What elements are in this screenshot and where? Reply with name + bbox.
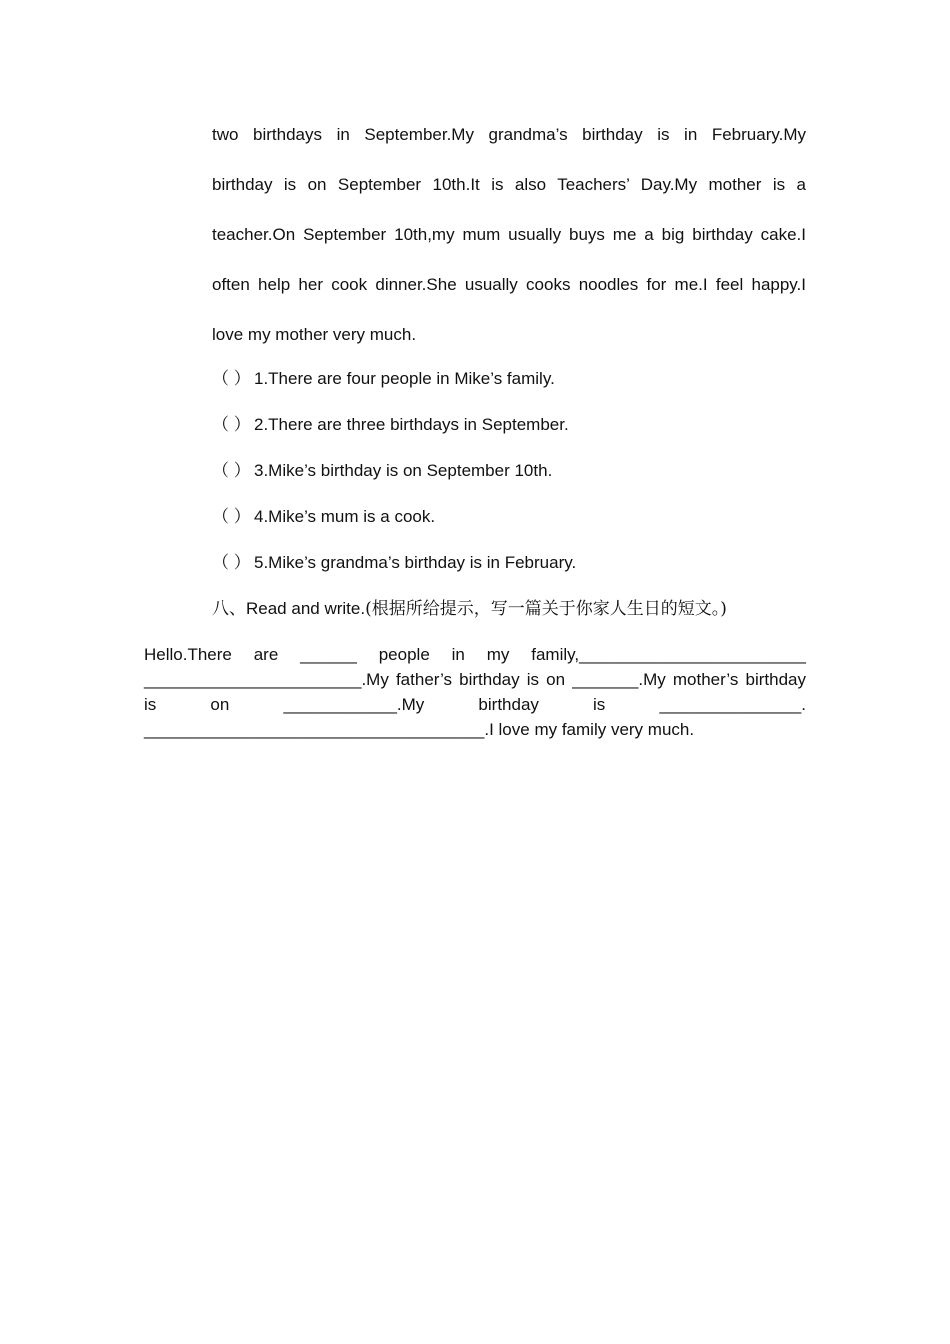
question-item	[212, 402, 806, 448]
true-false-questions	[212, 356, 806, 586]
passage-line: love my mother very much.	[212, 325, 417, 344]
passage-line: often help her cook dinner.She usually cooks noodles for me.I feel happy.I	[212, 275, 806, 294]
passage-line: two birthdays in September.My grandma’s birthday is in February.My	[212, 125, 806, 144]
question-item	[212, 494, 806, 540]
answer-blank[interactable]: （ ）	[212, 507, 251, 526]
section-heading	[212, 586, 727, 632]
question-text: 2.There are three birthdays in September.	[254, 415, 569, 434]
passage-line: teacher.On September 10th,my mum usually buys me a big birthday cake.I	[212, 225, 806, 244]
question-text: 1.There are four people in Mike’s family.	[254, 369, 555, 388]
question-text: 4.Mike’s mum is a cook.	[254, 507, 436, 526]
writing-prompt	[144, 642, 806, 742]
writing-line[interactable]: _______________________.My father’s birthday is on _______.My mother’s birthday	[144, 670, 806, 689]
question-item	[212, 540, 806, 586]
passage-line: birthday is on September 10th.It is also Teachers’ Day.My mother is a	[212, 175, 806, 194]
writing-line[interactable]: Hello.There are ______ people in my family,________________________	[144, 645, 806, 664]
answer-blank[interactable]: （ ）	[212, 415, 251, 434]
answer-blank[interactable]: （ ）	[212, 369, 251, 388]
question-item	[212, 356, 806, 402]
section-title-cn: (根据所给提示，写一篇关于你家人生日的短文。)	[365, 599, 727, 619]
reading-passage	[212, 110, 806, 360]
section-title-en: Read and write.	[246, 599, 366, 618]
answer-blank[interactable]: （ ）	[212, 461, 251, 480]
answer-blank[interactable]: （ ）	[212, 553, 251, 572]
writing-line[interactable]: is on ____________.My birthday is _______________.	[144, 695, 806, 714]
question-item	[212, 448, 806, 494]
writing-line[interactable]: ____________________________________.I love my family very much.	[144, 720, 695, 739]
section-number: 八、	[212, 599, 246, 619]
question-text: 3.Mike’s birthday is on September 10th.	[254, 461, 553, 480]
question-text: 5.Mike’s grandma’s birthday is in February.	[254, 553, 577, 572]
